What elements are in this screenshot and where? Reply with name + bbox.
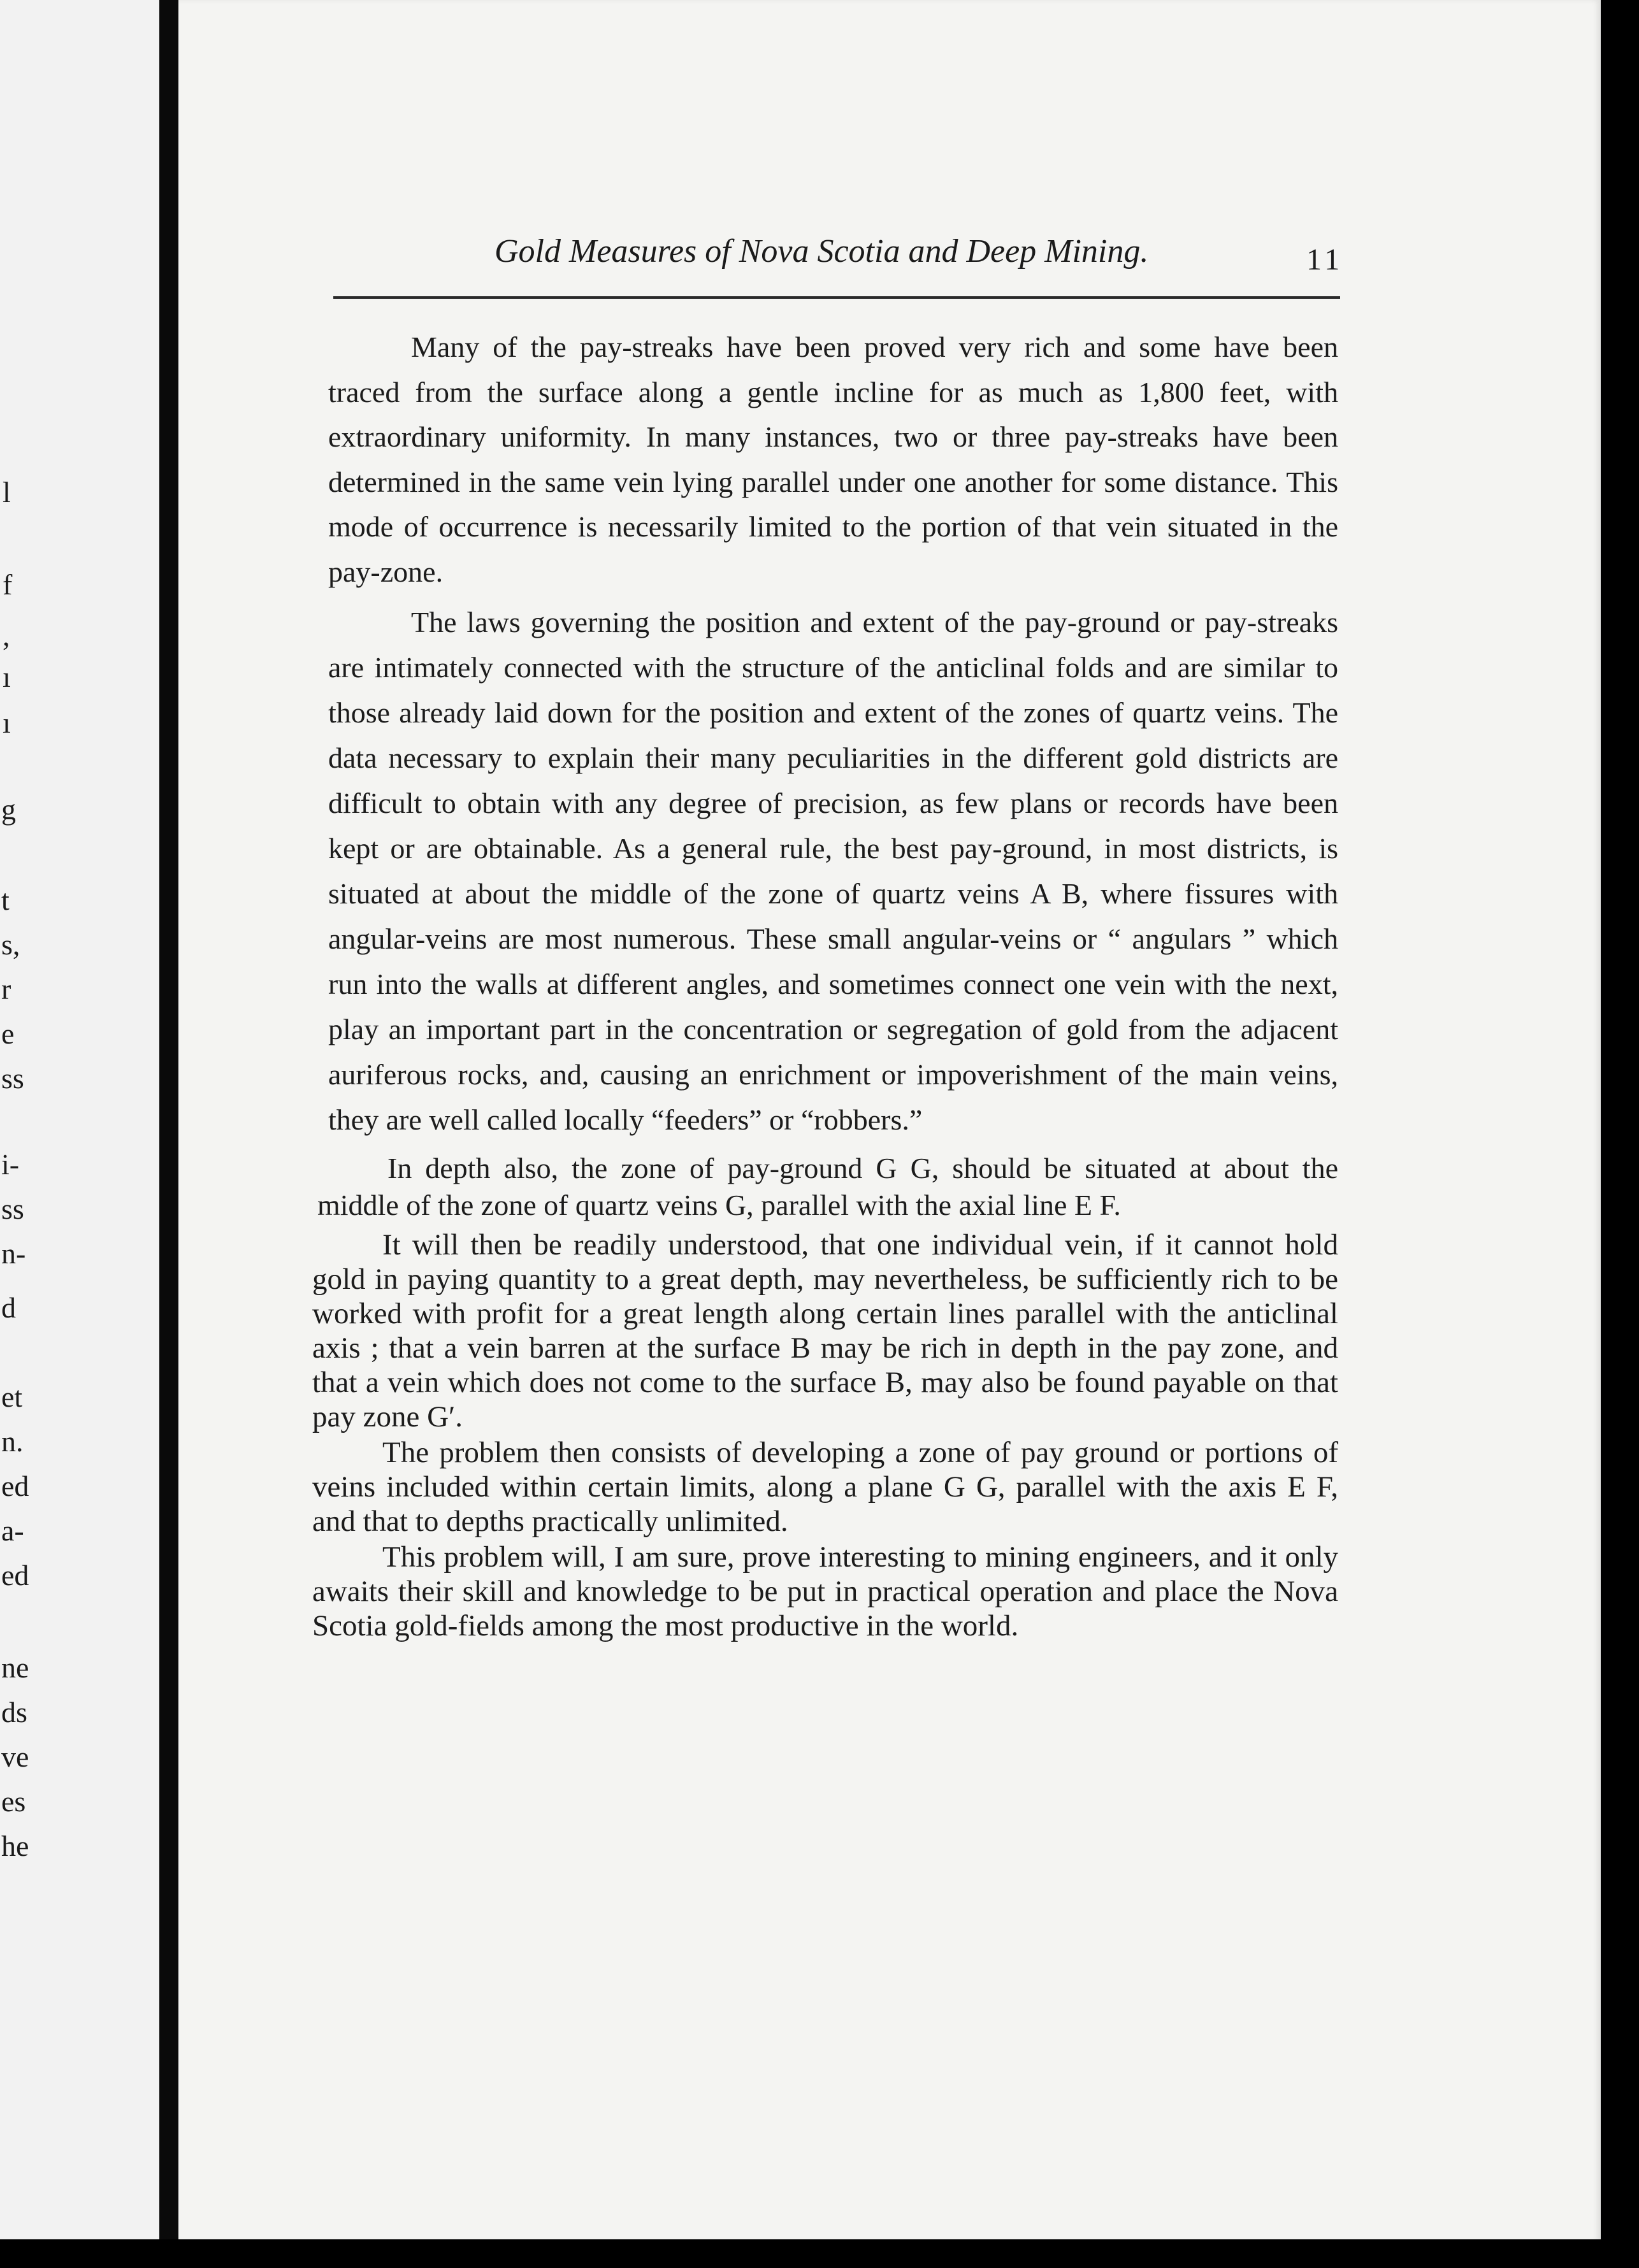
header-rule [333, 296, 1340, 299]
left-fragment: ve [1, 1740, 29, 1773]
left-fragment: e [1, 1017, 15, 1050]
scan-border-right [1601, 0, 1639, 2268]
left-fragment: ed [1, 1559, 29, 1591]
scan-border-bottom [0, 2239, 1639, 2268]
left-fragment: d [1, 1291, 16, 1324]
page-body [312, 325, 1338, 1644]
left-fragment: es [1, 1785, 26, 1818]
running-head: Gold Measures of Nova Scotia and Deep Mining. [495, 233, 1149, 269]
left-fragment: a- [1, 1514, 24, 1547]
left-fragment: et [1, 1381, 23, 1413]
left-fragment: ed [1, 1470, 29, 1502]
paragraph: It will then be readily understood, that one individual vein, if it cannot hold gold in paying quantity to a great depth, may nevertheless, be sufficiently rich to be worked with profit for a great length along certain lines parallel with the anticlinal axis ; that a vein barren at the surface B may be rich in depth in the pay zone, and that a vein which does not come to the surface B, may also be found payable on that pay zone G′. [312, 1228, 1338, 1433]
paragraph: Many of the pay-streaks have been proved very rich and some have been traced from the surface along a gentle incline for as much as 1,800 feet, with extraordinary uniformity. In many instances, two or three pay-streaks have been determined in the same vein lying parallel under one another for some distance. This mode of occurrence is necessarily limited to the portion of that vein situated in the pay-zone. [328, 331, 1338, 588]
left-fragment: n- [1, 1237, 26, 1270]
paragraph: In depth also, the zone of pay-ground G G, should be situated at about the middle of the zone of quartz veins G, parallel with the axial line E F. [317, 1152, 1338, 1221]
left-fragment: ds [1, 1696, 27, 1728]
paragraph: The problem then consists of developing a zone of pay ground or portions of veins included within certain limits, along a plane G G, parallel with the axis E F, and that to depths practically unlimited. [312, 1436, 1338, 1538]
left-fragment: ı [3, 661, 11, 693]
left-fragment: ss [1, 1193, 24, 1225]
left-fragment: he [1, 1830, 29, 1862]
left-fragment: ne [1, 1651, 29, 1684]
left-fragment: f [3, 568, 13, 601]
left-fragment: n. [1, 1425, 24, 1458]
left-fragment: r [1, 973, 11, 1005]
left-fragment: ss [1, 1062, 24, 1095]
left-fragment: s, [1, 928, 20, 961]
page-number: 11 [1306, 243, 1344, 276]
left-fragment: t [1, 884, 10, 916]
paragraph: The laws governing the position and extent of the pay-ground or pay-streaks are intimately connected with the structure of the anticlinal folds and are similar to those already laid down for the position and extent of the zones of quartz veins. The data necessary to explain their many peculiarities in the different gold districts are difficult to obtain with any degree of precision, as few plans or records have been kept or are obtainable. As a general rule, the best pay-ground, in most districts, is situated at about the middle of the zone of quartz veins A B, where fissures with angular-veins are most numerous. These small angular-veins or “ angulars ” which run into the walls at different angles, and sometimes connect one vein with the next, play an important part in the concentration or segregation of gold from the adjacent auriferous rocks, and, causing an enrichment or impoverishment of the main veins, they are well called locally “feeders” or “robbers.” [328, 606, 1338, 1136]
paragraph: This problem will, I am sure, prove interesting to mining engineers, and it only awaits their skill and knowledge to be put in practical operation and place the Nova Scotia gold-fields among the most productive in the world. [312, 1540, 1338, 1642]
left-fragment: ı [3, 707, 11, 739]
book-gutter [159, 0, 178, 2239]
left-fragment: g [1, 793, 16, 826]
previous-page-edge [0, 0, 159, 2239]
left-fragment: l [3, 476, 11, 508]
left-fragment: , [3, 619, 10, 652]
left-fragment: i- [1, 1148, 20, 1181]
